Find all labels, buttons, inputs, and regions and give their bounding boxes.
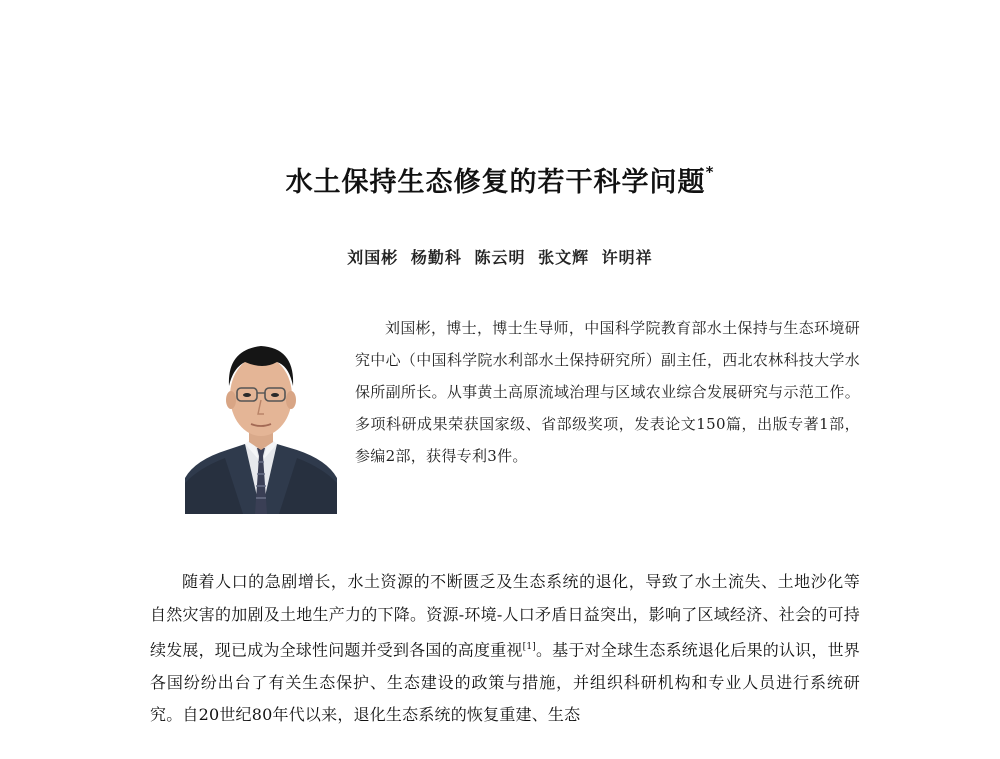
title-text: 水土保持生态修复的若干科学问题 (285, 167, 706, 198)
portrait-image (185, 328, 337, 514)
author-name: 陈云明 (474, 248, 526, 267)
citation-marker: [1] (522, 642, 536, 652)
author-list (0, 245, 1000, 268)
author-bio: 刘国彬，博士，博士生导师，中国科学院教育部水土保持与生态环境研究中心（中国科学院水利部水土保持研究所）副主任，西北农林科技大学水保所副所长。从事黄土高原流域治理与区域农业综合发展研究与示范工作。多项科研成果荣获国家级、省部级奖项，发表论文150篇，出版专著1部，参编2部，获得专利3件。 (355, 319, 860, 465)
author-portrait (185, 328, 337, 514)
title-footnote-mark: * (705, 163, 715, 181)
article-title (0, 160, 1000, 199)
body-paragraph (150, 566, 860, 732)
author-name: 杨勤科 (410, 248, 462, 267)
author-name: 许明祥 (601, 248, 653, 267)
body-text-part1: 随着人口的急剧增长，水土资源的不断匮乏及生态系统的退化，导致了水土流失、土地沙化等自然灾害的加剧及土地生产力的下降。资源-环境-人口矛盾日益突出，影响了区域经济、社会的可持续发展，现已成为全球性问题并受到各国的高度重视 (150, 572, 860, 660)
author-name: 张文辉 (538, 248, 590, 267)
author-name: 刘国彬 (347, 248, 399, 267)
body-text-part2: 。基于对全球生态系统退化后果的认识，世界各国纷纷出台了有关生态保护、生态建设的政策与措施，并组织科研机构和专业人员进行系统研究。自20世纪80年代以来，退化生态系统的恢复重建、生态 (150, 640, 860, 725)
